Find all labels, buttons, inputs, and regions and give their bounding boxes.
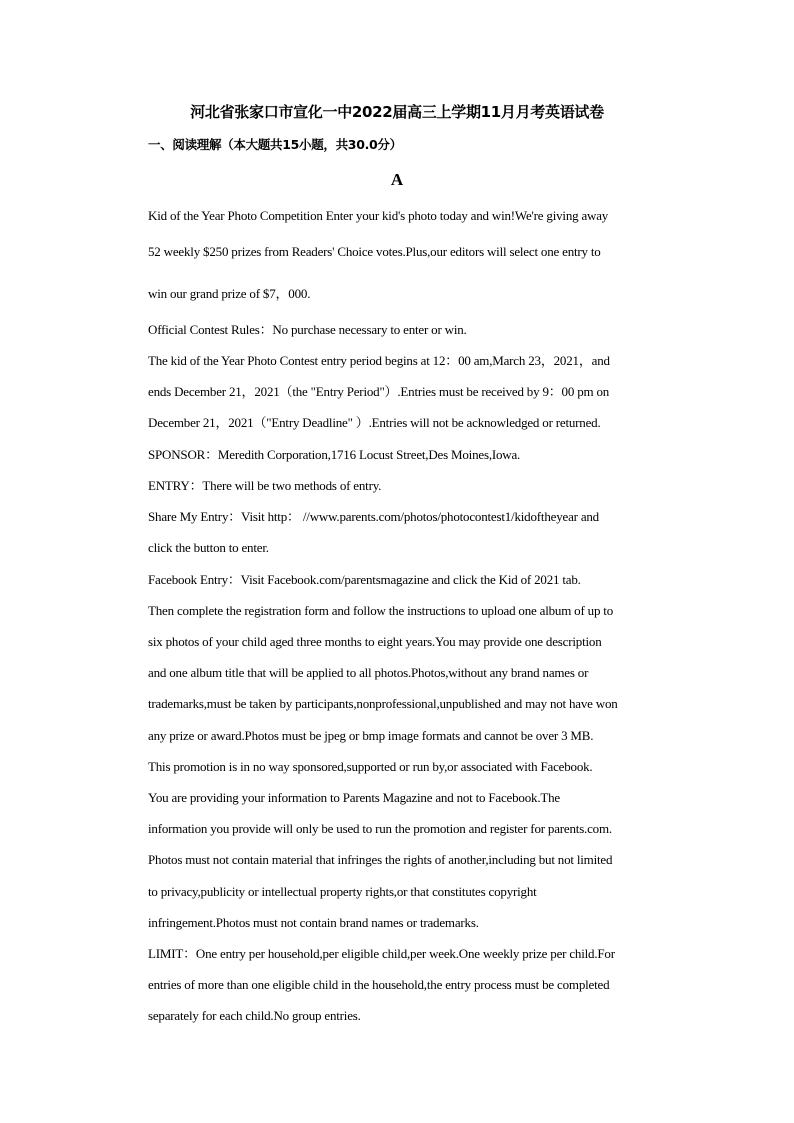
passage-line: win our grand prize of $7，000. bbox=[148, 286, 311, 301]
passage-line: infringement.Photos must not contain brand names or trademarks. bbox=[148, 915, 479, 930]
passage-line: entries of more than one eligible child in the household,the entry process must be completed bbox=[148, 977, 610, 992]
passage-line: any prize or award.Photos must be jpeg or bmp image formats and cannot be over 3 MB. bbox=[148, 728, 594, 743]
passage-line: click the button to enter. bbox=[148, 540, 269, 555]
passage-line: Share My Entry：Visit http： //www.parents.com/photos/photocontest1/kidoftheyear and bbox=[148, 509, 599, 524]
passage-line: Kid of the Year Photo Competition Enter your kid's photo today and win!We're giving away bbox=[148, 208, 609, 223]
passage-label: A bbox=[390, 170, 404, 189]
passage-line: Photos must not contain material that infringes the rights of another,including but not limited bbox=[148, 852, 613, 867]
passage-line: Official Contest Rules：No purchase necessary to enter or win. bbox=[148, 322, 467, 337]
document-title: 河北省张家口市宣化一中2022届高三上学期11月月考英语试卷 bbox=[190, 103, 604, 121]
passage-line: trademarks,must be taken by participants,nonprofessional,unpublished and may not have won bbox=[148, 696, 618, 711]
passage-line: ENTRY：There will be two methods of entry. bbox=[148, 478, 382, 493]
passage-line: information you provide will only be used to run the promotion and register for parents.com. bbox=[148, 821, 612, 836]
passage-line: SPONSOR：Meredith Corporation,1716 Locust Street,Des Moines,Iowa. bbox=[148, 447, 521, 462]
passage-line: The kid of the Year Photo Contest entry period begins at 12：00 am,March 23，2021，and bbox=[148, 353, 610, 368]
passage-line: Then complete the registration form and follow the instructions to upload one album of up to bbox=[148, 603, 614, 618]
passage-line: 52 weekly $250 prizes from Readers' Choice votes.Plus,our editors will select one entry to bbox=[148, 244, 601, 259]
passage-line: to privacy,publicity or intellectual property rights,or that constitutes copyright bbox=[148, 884, 537, 899]
passage-line: separately for each child.No group entries. bbox=[148, 1008, 361, 1023]
passage-line: and one album title that will be applied to all photos.Photos,without any brand names or bbox=[148, 665, 589, 680]
section-heading: 一、阅读理解（本大题共15小题，共30.0分） bbox=[148, 137, 402, 152]
passage-line: You are providing your information to Parents Magazine and not to Facebook.The bbox=[148, 790, 560, 805]
passage-line: LIMIT：One entry per household,per eligible child,per week.One weekly prize per child.For bbox=[148, 946, 615, 961]
passage-line: December 21，2021（"Entry Deadline" ）.Entries will not be acknowledged or returned. bbox=[148, 415, 601, 430]
passage-line: ends December 21，2021（the "Entry Period"）.Entries must be received by 9：00 pm on bbox=[148, 384, 610, 399]
passage-line: Facebook Entry：Visit Facebook.com/parentsmagazine and click the Kid of 2021 tab. bbox=[148, 572, 581, 587]
passage-line: six photos of your child aged three months to eight years.You may provide one description bbox=[148, 634, 602, 649]
passage-line: This promotion is in no way sponsored,supported or run by,or associated with Facebook. bbox=[148, 759, 593, 774]
